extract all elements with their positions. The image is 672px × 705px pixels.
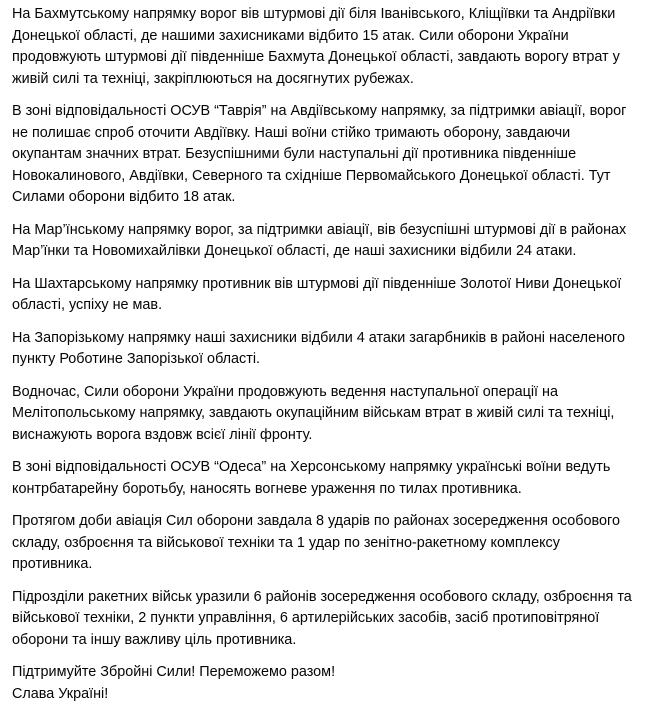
paragraph-marinka: На Мар’їнському напрямку ворог, за підтримки авіації, вів безуспішні штурмові дії в районах Мар’їнки та Новомихайлівки Донецької області, де наші захисники відбили 24 атаки. [12,221,627,259]
paragraph-bakhmut: На Бахмутському напрямку ворог вів штурмові дії біля Іванівського, Кліщіївки та Андріївки Донецької області, де нашими захисниками відбито 15 атак. Сили оборони України продовжують штурмові дії південніше Бахмута Донецької області, завдають ворогу втрат у живій силі та техніці, закріплюються на досягнутих рубежах. [12,6,620,87]
paragraph-melitopol: Водночас, Сили оборони України продовжують ведення наступальної операції на Мелітопольському напрямку, завдають окупаційним військам втрат в живій силі та техніці, виснажують ворога вздовж всієї лінії фронту. [12,383,615,443]
paragraph-aviation: Протягом доби авіація Сил оборони завдала 8 ударів по районах зосередження особового складу, озброєння та військової техніки та 1 удар по зенітно-ракетному комплексу противника. [12,513,620,572]
paragraph-kherson: В зоні відповідальності ОСУВ “Одеса” на Херсонському напрямку українські воїни ведуть контрбатарейну боротьбу, наносять вогневе ураження по тилах противника. [12,459,611,497]
paragraph-avdiivka: В зоні відповідальності ОСУВ “Таврія” на Авдіївському напрямку, за підтримки авіації, ворог не полишає спроб оточити Авдіївку. Наші воїни стійко тримають оборону, завдаючи окупантам значних втрат. Безуспішними були наступальні дії противника південніше Новокалинового, Авдіївки, Северного та східніше Первомайського Донецької області. Тут Силами оборони відбито 18 атак. [12,103,627,205]
paragraph-missile-troops: Підрозділи ракетних військ уразили 6 районів зосередження особового складу, озброєння та військової техніки, 2 пункти управління, 6 артилерійських засобів, засіб протиповітряної оборони та іншу важливу ціль противника. [12,588,632,648]
paragraph-shakhtarske: На Шахтарському напрямку противник вів штурмові дії південніше Золотої Ниви Донецької області, успіху не мав. [12,275,622,313]
closing-slogan: Підтримуйте Збройні Сили! Переможемо разом! Слава Україні! [12,664,336,702]
paragraph-zaporizhzhia: На Запорізькому напрямку наші захисники відбили 4 атаки загарбників в районі населеного пункту Роботине Запорізької області. [12,329,625,367]
